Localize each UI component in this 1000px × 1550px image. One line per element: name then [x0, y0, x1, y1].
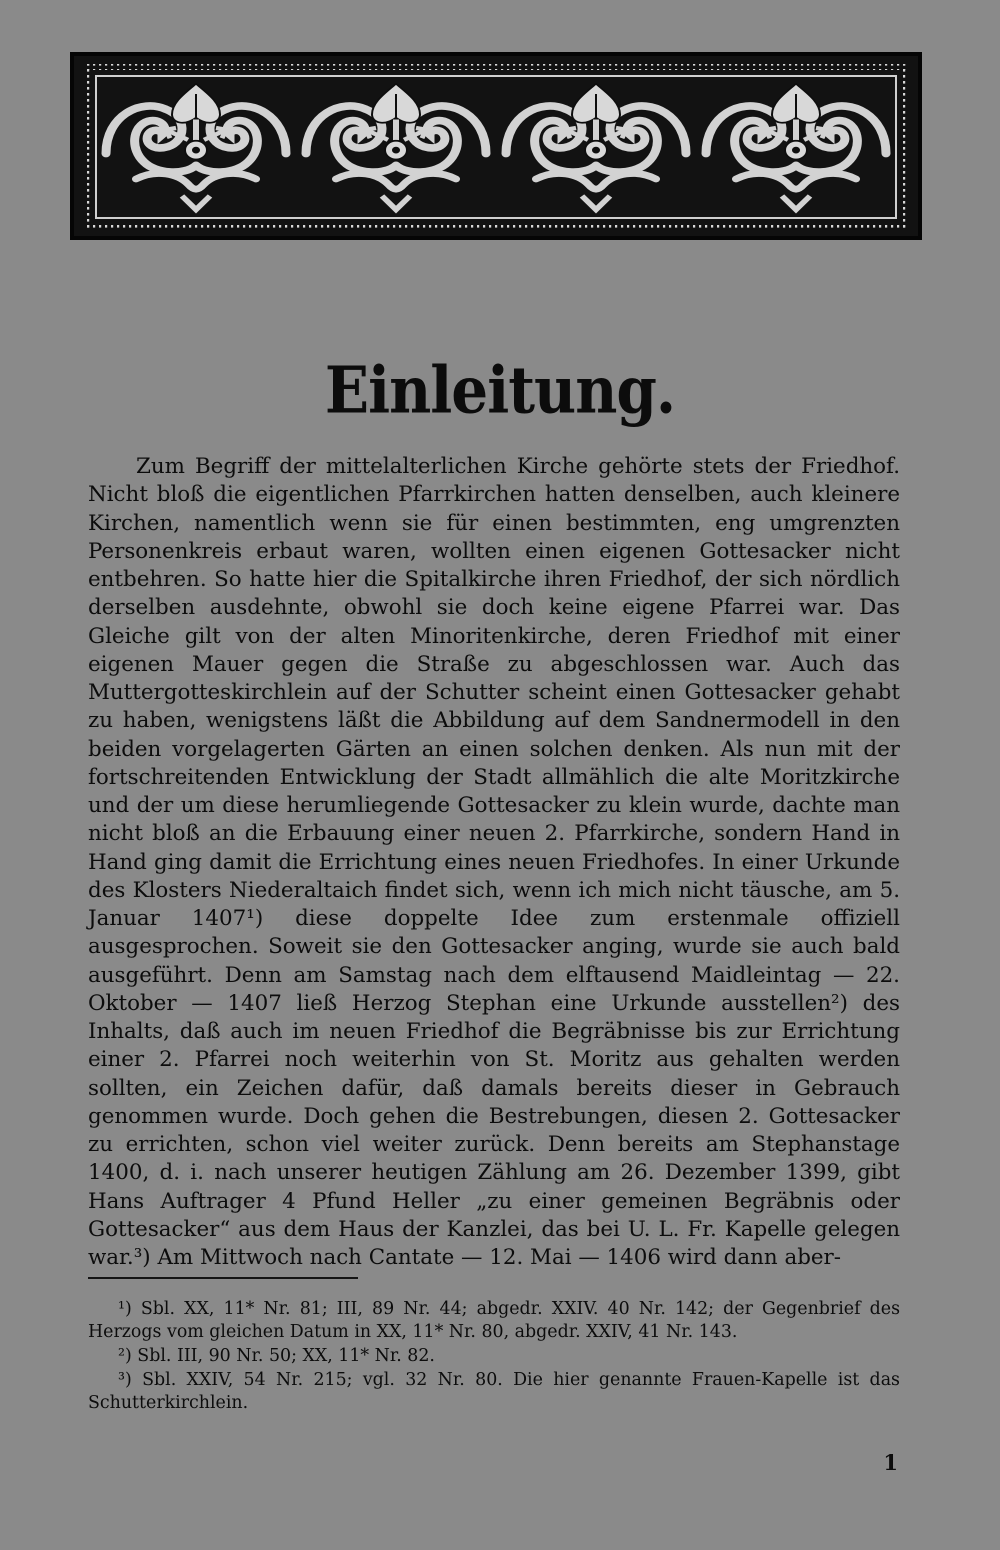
footnotes — [88, 1298, 900, 1416]
footnote-1: ¹) Sbl. XX, 11* Nr. 81; III, 89 Nr. 44; abgedr. XXIV. 40 Nr. 142; der Gegenbrief des Herzogs vom gleichen Datum in XX, 11* Nr. 80, abgedr. XXIV, 41 Nr. 143. — [88, 1299, 900, 1342]
body-paragraph: Zum Begriff der mittelalterlichen Kirche gehörte stets der Friedhof. Nicht bloß die eigentlichen Pfarrkirchen hatten denselben, auch kleinere Kirchen, namentlich wenn sie für einen bestimmten, eng umgrenzten Personenkreis erbaut waren, wollten einen eigenen Gottesacker nicht entbehren. So hatte hier die Spitalkirche ihren Friedhof, der sich nördlich derselben ausdehnte, obwohl sie doch keine eigene Pfarrei war. Das Gleiche gilt von der alten Minoritenkirche, deren Friedhof mit einer eigenen Mauer gegen die Straße zu abgeschlossen war. Auch das Muttergotteskirchlein auf der Schutter scheint einen Gottesacker gehabt zu haben, wenigstens läßt die Abbildung auf dem Sandnermodell in den beiden vorgelagerten Gärten an einen solchen denken. Als nun mit der fortschreitenden Entwicklung der Stadt allmählich die alte Moritzkirche und der um diese herumliegende Gottesacker zu klein wurde, dachte man nicht bloß an die Erbauung einer neuen 2. Pfarrkirche, sondern Hand in Hand ging damit die Errichtung eines neuen Friedhofes. In einer Urkunde des Klosters Niederaltaich findet sich, wenn ich mich nicht täusche, am 5. Januar 1407¹) diese doppelte Idee zum erstenmale offiziell ausgesprochen. Soweit sie den Gottesacker anging, wurde sie auch bald ausgeführt. Denn am Samstag nach dem elftausend Maidleintag — 22. Oktober — 1407 ließ Herzog Stephan eine Urkunde ausstellen²) des Inhalts, daß auch im neuen Friedhof die Begräbnisse bis zur Errichtung einer 2. Pfarrei noch weiterhin von St. Moritz aus gehalten werden sollten, ein Zeichen dafür, daß damals bereits dieser in Gebrauch genommen wurde. Doch gehen die Bestrebungen, diesen 2. Gottesacker zu errichten, schon viel weiter zurück. Denn bereits am Stephanstage 1400, d. i. nach unserer heutigen Zählung am 26. Dezember 1399, gibt Hans Auftrager 4 Pfund Heller „zu einer gemeinen Begräbnis oder Gottesacker“ aus dem Haus der Kanzlei, das bei U. L. Fr. Kapelle gelegen war.³) Am Mittwoch nach Cantate — 12. Mai — 1406 wird dann aber- — [88, 454, 900, 1270]
page-number: 1 — [883, 1450, 898, 1475]
chapter-title: Einleitung. — [324, 351, 676, 429]
footnote-3: ³) Sbl. XXIV, 54 Nr. 215; vgl. 32 Nr. 80. Die hier genannte Frauen-Kapelle ist das Schutterkirchlein. — [88, 1370, 900, 1413]
footnote-divider — [88, 1277, 358, 1279]
floral-arabesque-border-icon — [74, 56, 918, 236]
ornamental-header-band — [70, 52, 922, 240]
footnote-2: ²) Sbl. III, 90 Nr. 50; XX, 11* Nr. 82. — [118, 1346, 435, 1366]
